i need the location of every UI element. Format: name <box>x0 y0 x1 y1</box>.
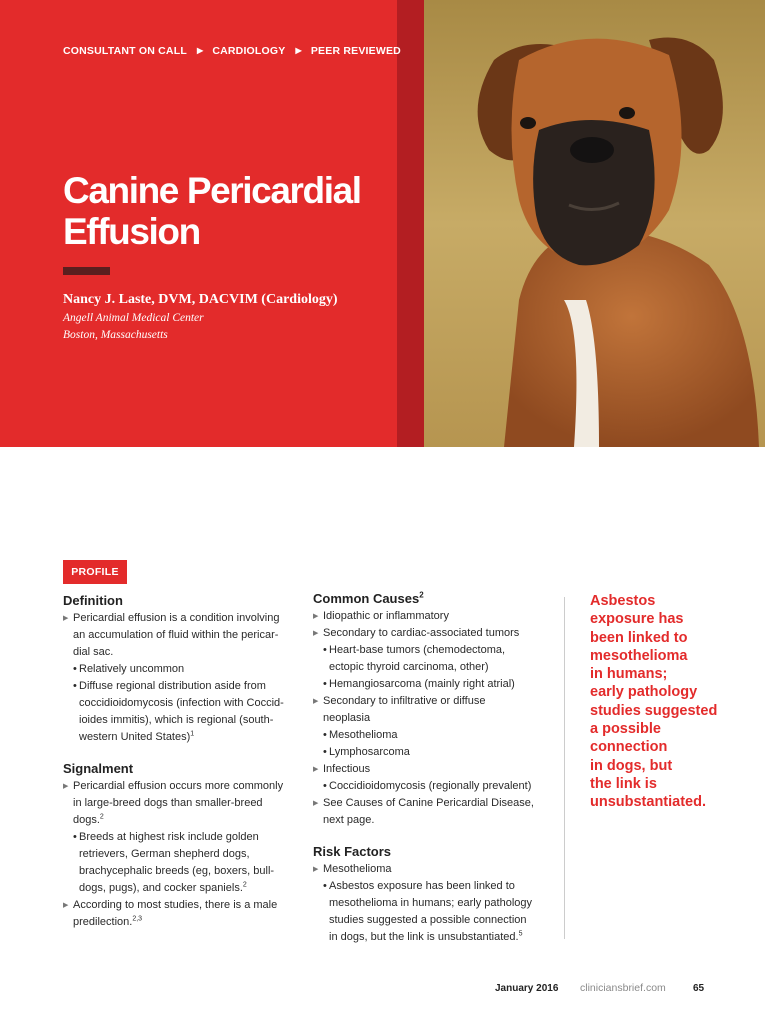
title-line: Effusion <box>63 211 200 252</box>
footer-url[interactable]: cliniciansbrief.com <box>580 982 666 994</box>
text-line: mesothelioma in humans; early pathology <box>329 897 533 909</box>
text-line: Relatively uncommon <box>79 663 185 675</box>
text-line: Hemangiosarcoma (mainly right atrial) <box>329 678 515 690</box>
common-causes-heading-text: Common Causes <box>313 591 420 606</box>
text-line: Diffuse regional distribution aside from <box>79 680 266 692</box>
text-line: western United States)$^1$ <box>79 730 195 743</box>
definition-heading: Definition <box>63 593 123 608</box>
risk-factors-heading: Risk Factors <box>313 844 392 859</box>
text-line: in large-breed dogs than smaller-breed <box>73 797 263 809</box>
text-line: brachycephalic breeds (eg, boxers, bull- <box>79 865 275 877</box>
bullet-icon: • <box>323 729 327 741</box>
footnote-ref: 5 <box>518 930 523 938</box>
list-item <box>63 778 288 829</box>
text-line: Lymphosarcoma <box>329 746 410 758</box>
triangle-right-icon: ▶ <box>313 766 319 773</box>
footnote-ref: 2 <box>99 813 104 821</box>
signalment-heading: Signalment <box>63 761 134 776</box>
text-line: See Causes of Canine Pericardial Disease, <box>323 797 534 809</box>
hero-accent-strip <box>397 0 424 447</box>
triangle-right-icon: ▶ <box>313 698 319 705</box>
list-item <box>313 795 543 829</box>
sub-list-item <box>313 676 543 693</box>
author-name: Nancy J. Laste, DVM, DACVIM (Cardiology) <box>63 292 338 307</box>
sub-list-item <box>63 829 288 897</box>
bullet-icon: • <box>323 780 327 792</box>
text-line: coccidioidomycosis (infection with Coccid- <box>79 697 284 709</box>
title-divider <box>63 267 110 275</box>
sub-list-item <box>313 878 543 946</box>
sub-list-item <box>313 727 543 744</box>
footnote-ref: 1 <box>190 730 195 738</box>
triangle-right-icon: ▶ <box>63 783 69 790</box>
text-line: dogs.$^2$ <box>73 813 104 826</box>
bullet-icon: • <box>323 678 327 690</box>
text-line: next page. <box>323 814 375 826</box>
text-line: Breeds at highest risk include golden <box>79 831 259 843</box>
affiliation-line: Boston, Massachusetts <box>63 329 168 341</box>
triangle-right-icon: ▶ <box>63 615 69 622</box>
text-line: predilection.$^{2,3}$ <box>73 915 143 928</box>
common-causes-heading <box>313 590 543 608</box>
text-line: Secondary to cardiac-associated tumors <box>323 627 520 639</box>
bullet-icon: • <box>73 831 77 843</box>
breadcrumb-item[interactable]: CARDIOLOGY <box>212 45 286 57</box>
risk-factors-list <box>313 861 543 946</box>
list-item <box>313 761 543 778</box>
boxer-dog-photo <box>424 0 765 447</box>
text-line: Pericardial effusion occurs more commonly <box>73 780 284 792</box>
footnote-ref: 2,3 <box>132 915 143 923</box>
list-item <box>313 608 543 625</box>
column-divider <box>564 597 565 939</box>
article-title <box>63 170 393 252</box>
sub-list-item <box>313 642 543 676</box>
text-line: Heart-base tumors (chemodectoma, <box>329 644 506 656</box>
title-line: Canine Pericardial <box>63 170 361 211</box>
bullet-icon: • <box>73 663 77 675</box>
sub-list-item <box>63 678 288 746</box>
text-line: retrievers, German shepherd dogs, <box>79 848 250 860</box>
text-line: Mesothelioma <box>323 863 392 875</box>
sub-list-item <box>63 661 288 678</box>
common-causes-list <box>313 608 543 829</box>
footer-date: January 2016 <box>495 983 559 994</box>
list-item <box>313 693 543 727</box>
text-line: Idiopathic or inflammatory <box>323 610 449 622</box>
column-middle <box>313 590 543 946</box>
text-line: in dogs, but the link is unsubstantiated.$^5$ <box>329 930 523 943</box>
text-line: neoplasia <box>323 712 371 724</box>
text-line: Pericardial effusion is a condition involving <box>73 612 280 624</box>
text-line: ectopic thyroid carcinoma, other) <box>329 661 489 673</box>
triangle-right-icon: ▶ <box>313 630 319 637</box>
text-line: According to most studies, there is a male <box>73 899 278 911</box>
triangle-right-icon: ▶ <box>63 902 69 909</box>
text-line: ioides immitis), which is regional (south- <box>79 714 274 726</box>
list-item <box>63 897 288 931</box>
text-line: Coccidioidomycosis (regionally prevalent) <box>329 780 532 792</box>
bullet-icon: • <box>323 746 327 758</box>
text-line: studies suggested a possible connection <box>329 914 527 926</box>
bullet-icon: • <box>73 680 77 692</box>
triangle-right-icon: ▶ <box>196 46 204 55</box>
pull-quote: Asbestos exposure has been linked to mesothelioma in humans; early pathology studies suggested a possible connection in dogs, but the link is unsubstantiated. <box>590 593 718 811</box>
text-line: dial sac. <box>73 646 114 658</box>
text-line: an accumulation of fluid within the pericar- <box>73 629 279 641</box>
triangle-right-icon: ▶ <box>313 800 319 807</box>
profile-badge: PROFILE <box>63 560 127 584</box>
triangle-right-icon: ▶ <box>295 46 302 55</box>
text-line: Secondary to infiltrative or diffuse <box>323 695 486 707</box>
text-line: dogs, pugs), and cocker spaniels.$^2$ <box>79 881 247 894</box>
text-line: Mesothelioma <box>329 729 398 741</box>
text-line: Asbestos exposure has been linked to <box>329 880 515 892</box>
breadcrumb <box>63 45 401 57</box>
page-number: 65 <box>693 983 705 994</box>
breadcrumb-item[interactable]: PEER REVIEWED <box>310 45 401 57</box>
column-left <box>63 592 288 931</box>
bullet-icon: • <box>323 644 327 656</box>
list-item <box>63 610 288 661</box>
list-item <box>313 625 543 642</box>
signalment-list <box>63 778 288 931</box>
list-item <box>313 861 543 878</box>
triangle-right-icon: ▶ <box>313 613 319 620</box>
breadcrumb-item[interactable]: CONSULTANT ON CALL <box>63 45 187 57</box>
footnote-ref: 2 <box>242 881 247 889</box>
triangle-right-icon: ▶ <box>313 866 319 873</box>
sub-list-item <box>313 778 543 795</box>
definition-list <box>63 610 288 746</box>
bullet-icon: • <box>323 880 327 892</box>
affiliation-line: Angell Animal Medical Center <box>63 312 204 324</box>
footnote-ref: 2 <box>419 590 424 600</box>
text-line: Infectious <box>323 763 371 775</box>
sub-list-item <box>313 744 543 761</box>
